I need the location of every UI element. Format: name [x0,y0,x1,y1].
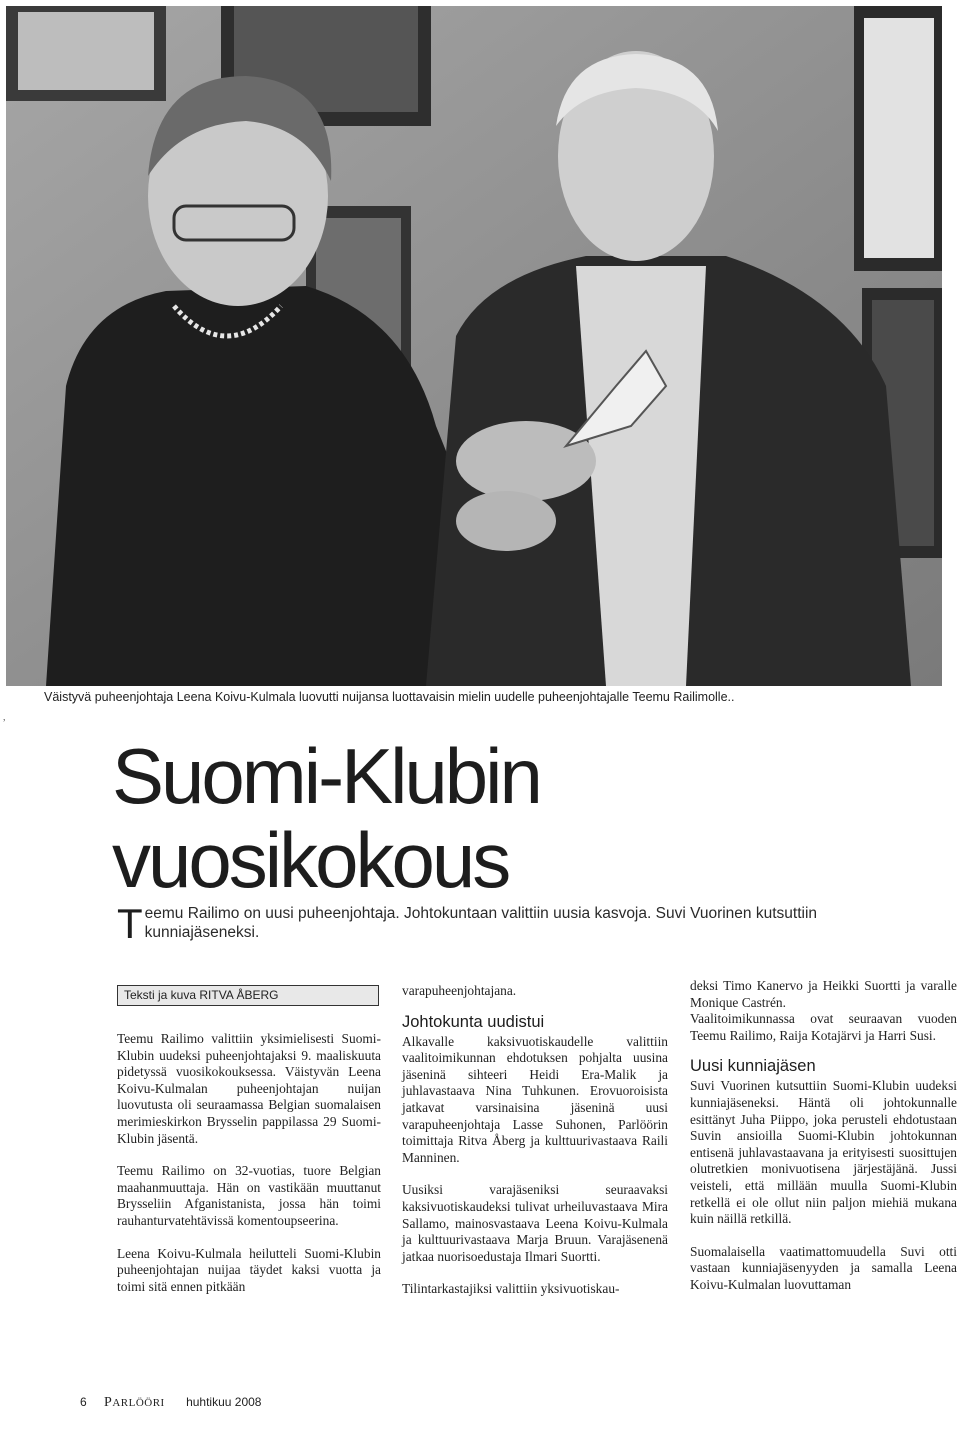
paragraph: Suomalaisella vaatimattomuudella Suvi otti vastaan kunniajäsenyyden ja samalla Leena Koivu-Kulmalan luovuttaman [690,1243,957,1292]
article-column-1 [117,1031,381,1311]
photo-caption: Väistyvä puheenjohtaja Leena Koivu-Kulmala luovutti nuijansa luottavaisin mielin uudelle puheenjohtajalle Teemu Railimolle.. [44,690,735,704]
paragraph: Leena Koivu-Kulmala heilutteli Suomi-Klubin puheenjohtajan nuijaa täydet kaksi vuotta ja toimi sitä ennen pitkään [117,1245,381,1294]
paragraph: Tilintarkastajiksi valittiin yksivuotiskau- [402,1281,620,1297]
title-line-2: vuosikokous [112,816,509,904]
lead-dropcap: T [117,900,143,947]
paragraph: varapuheenjohtajana. [402,983,517,998]
photo-illustration [6,6,942,686]
paragraph: Suvi Vuorinen kutsuttiin Suomi-Klubin uudeksi kunniajäseneksi. Häntä oli johtokunnalle esittänyt Juha Piippo, joka perusteli ehdotustaan Suvin ansioilla Suomi-Klubin johtokunnan entisenä juhlavastaavana ja erityisesti suosittujen olutretkien monivuotisena järjestäjänä. Jussi veisteli, että millään muulla Suomi-Klubin retkellä ei ole ollut niin paljon miehiä mukana kuin näillä retkillä. [690,1078,957,1227]
subhead-board: Johtokunta uudistui [402,1012,545,1031]
article-lead [117,900,907,947]
page-footer [80,1395,380,1411]
paragraph: deksi Timo Kanervo ja Heikki Suortti ja varalle Monique Castrén. [690,978,957,1010]
title-line-1: Suomi-Klubin [112,732,540,820]
paragraph: Vaalitoimikunnassa ovat seuraavan vuoden Teemu Railimo, Raija Kotajärvi ja Harri Susi. [690,1011,957,1043]
lead-text: eemu Railimo on uusi puheenjohtaja. Johtokuntaan valittiin uusia kasvoja. Suvi Vuorinen kutsuttiin kunniajäseneksi. [144,905,818,941]
magazine-rest: ARLÖÖRI [112,1397,165,1409]
paragraph: Teemu Railimo valittiin yksimielisesti Suomi-Klubin uudeksi puheenjohtajaksi 9. maaliskuuta pidetyssä vuosikokouksessa. Väistyvän Leena Koivu-Kulmalan puheenjohtajan nuijan luovutusta oli seuraamassa Belgian suomalaisen merimieskirkon Brysselin pappilassa 29 Suomi-Klubin jäsentä. [117,1031,381,1146]
article-column-2 [402,983,668,1314]
subhead-honorary-member: Uusi kunniajäsen [690,1057,816,1076]
article-column-3 [690,978,957,1310]
byline-box: Teksti ja kuva RITVA ÅBERG [117,985,379,1006]
article-photo [6,6,942,686]
page-number: 6 [80,1395,87,1409]
margin-mark: , [3,712,6,723]
paragraph: Teemu Railimo on 32-vuotias, tuore Belgian maahanmuuttaja. Hän on vastikään muuttanut Brysseliin Afganistanista, jossa hän toimi rauhanturvatehtävissä komentoupseerina. [117,1163,381,1228]
issue-date: huhtikuu 2008 [186,1395,262,1409]
article-title [112,734,872,902]
magazine-name [104,1395,165,1410]
paragraph: Alkavalle kaksivuotiskaudelle valittiin vaalitoimikunnan ehdotuksen pohjalta uusina jäseninä sihteeri Heidi Era-Malik ja juhlavastaava Nina Tuhkunen. Erovuoroisista jatkavat varsinaisina jäseninä uusi varapuheenjohtaja Lasse Suhonen, Parlöörin toimittaja Ritva Åberg ja kulttuurivastaava Raili Manninen. [402,1033,668,1165]
paragraph: Uusiksi varajäseniksi seuraavaksi kaksivuotiskaudeksi tulivat urheiluvastaava Mira Sallamo, mainosvastaava Leena Koivu-Kulmala ja kulttuurivastaava Marja Bruun. Varajäsenenä jatkaa nuorisoedustaja Ilmari Suortti. [402,1182,668,1264]
magazine-initial: P [104,1395,113,1410]
